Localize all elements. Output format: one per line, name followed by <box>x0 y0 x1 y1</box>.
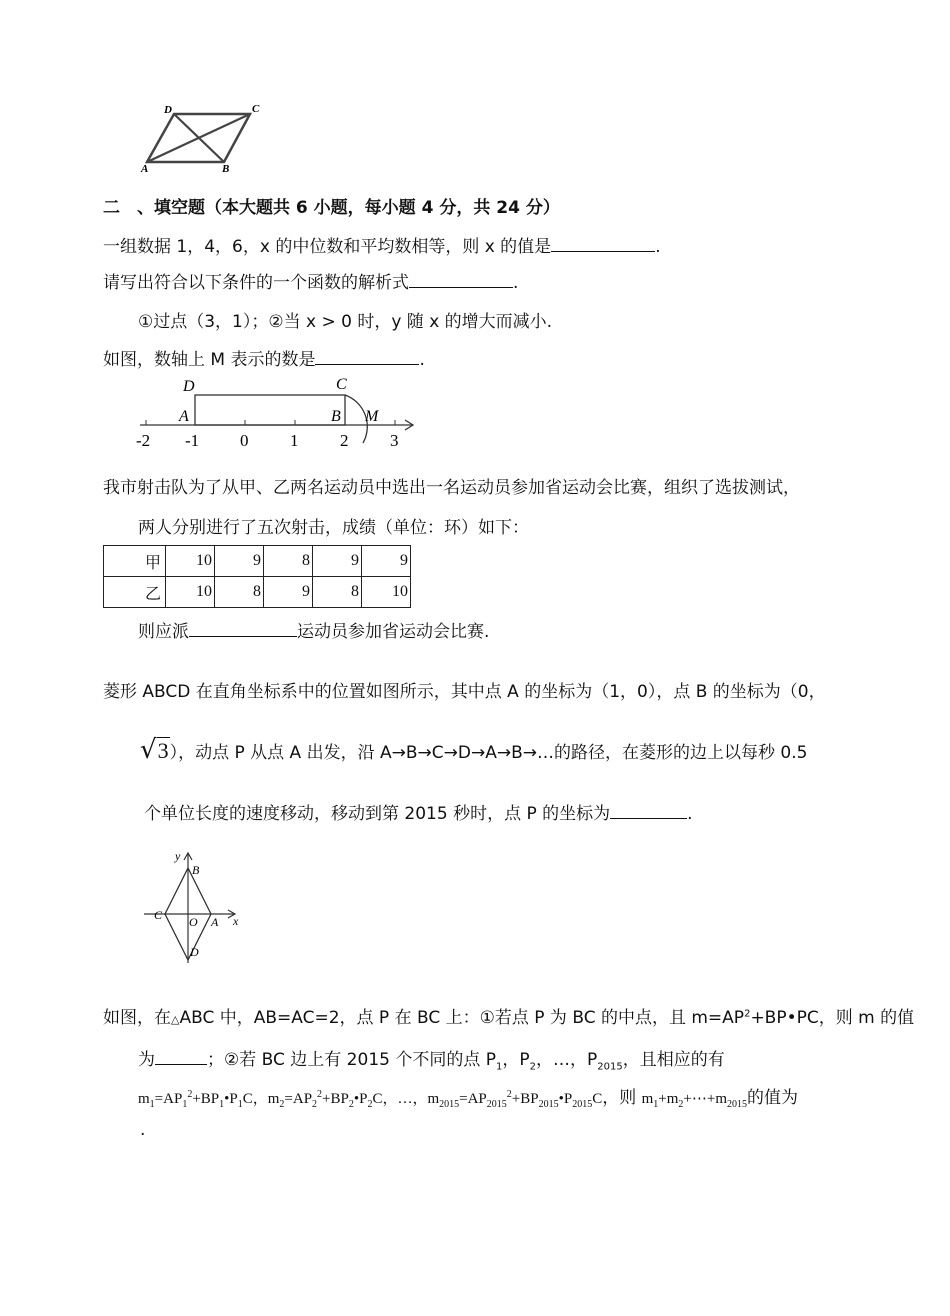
rectangle-ABCD <box>195 395 345 425</box>
tick-label-0: 0 <box>240 431 249 450</box>
table-row <box>104 546 411 577</box>
q5-line-2-text: ），动点 P 从点 A 出发，沿 A→B→C→D→A→B→…的路径，在菱形的边上以每秒 0.5 <box>169 743 808 763</box>
q6-line2-pre: 为 <box>138 1050 155 1070</box>
label-D: D <box>190 945 199 959</box>
q4-answer-blank[interactable] <box>189 619 297 637</box>
q4-answer-pre: 则应派 <box>138 622 189 642</box>
sub-2: 2 <box>529 1061 537 1073</box>
score-cell: 8 <box>313 577 362 608</box>
q5-line-3 <box>144 799 693 824</box>
sub-2015: 2015 <box>597 1061 623 1073</box>
q3-text: 如图，数轴上 M 表示的数是 <box>103 350 316 370</box>
tick-label-2: 2 <box>340 431 349 450</box>
tick-label-1: 1 <box>290 431 299 450</box>
question-3 <box>103 345 425 370</box>
q5-line-1: 菱形 ABCD 在直角坐标系中的位置如图所示，其中点 A 的坐标为（1，0），点 B 的坐标为（0， <box>103 682 826 702</box>
table-row <box>104 577 411 608</box>
label-C: C <box>154 908 163 922</box>
label-O: O <box>189 915 198 929</box>
q5-answer-blank[interactable] <box>610 801 687 819</box>
q5-line-3-text: 个单位长度的速度移动，移动到第 2015 秒时，点 P 的坐标为 <box>144 804 611 824</box>
question-2 <box>103 268 518 293</box>
sqrt-radicand: 3 <box>157 738 169 763</box>
q6-line2-end: ，且相应的有 <box>622 1050 725 1070</box>
q5-period: . <box>687 804 693 824</box>
label-x: x <box>233 914 239 928</box>
q2-answer-blank[interactable] <box>409 270 513 288</box>
athlete-name: 甲 <box>104 546 166 577</box>
q6-text-b: ABC 中，AB=AC=2，点 P 在 BC 上：①若点 P 为 BC 的中点，且 m=AP <box>179 1008 745 1028</box>
score-cell: 10 <box>166 577 215 608</box>
score-cell: 8 <box>215 577 264 608</box>
q6-line-4: . <box>140 1120 146 1140</box>
score-cell: 9 <box>264 577 313 608</box>
q6-answer-blank-1[interactable] <box>155 1047 207 1065</box>
q6-line-2 <box>138 1045 725 1072</box>
tick-label-neg2: -2 <box>136 431 151 450</box>
sup-2: 2 <box>744 1008 751 1020</box>
q4-line-1: 我市射击队为了从甲、乙两名运动员中选出一名运动员参加省运动会比赛，组织了选拔测试， <box>103 478 800 498</box>
question-1 <box>103 232 661 257</box>
score-cell: 10 <box>166 546 215 577</box>
label-A: A <box>211 915 219 929</box>
sub-1: 1 <box>496 1061 503 1073</box>
label-M: M <box>365 408 379 425</box>
label-B: B <box>192 863 200 877</box>
score-cell: 10 <box>362 577 411 608</box>
score-cell: 9 <box>215 546 264 577</box>
q2-condition: ①过点（3，1）；②当 x > 0 时，y 随 x 的增大而减小. <box>138 312 553 332</box>
score-cell: 9 <box>313 546 362 577</box>
q3-period: . <box>419 350 425 370</box>
label-D: D <box>183 378 195 395</box>
score-cell: 9 <box>362 546 411 577</box>
triangle-icon: △ <box>171 1013 180 1026</box>
q6-line2-text: ；②若 BC 边上有 2015 个不同的点 P <box>207 1050 497 1070</box>
q6-text-a: 如图，在 <box>103 1008 171 1028</box>
label-D: D <box>164 104 172 116</box>
q5-line-2 <box>140 735 807 765</box>
rhombus-figure <box>138 848 253 966</box>
numberline-figure <box>130 372 430 454</box>
parallelogram-figure <box>138 100 268 175</box>
tick-label-neg1: -1 <box>185 431 200 450</box>
q4-answer-post: 运动员参加省运动会比赛. <box>297 622 490 642</box>
q6-line-1 <box>103 1003 914 1028</box>
q2-text: 请写出符合以下条件的一个函数的解析式 <box>103 273 409 293</box>
label-C: C <box>252 103 260 115</box>
label-y: y <box>175 849 181 863</box>
sqrt-symbol: √ <box>140 735 157 765</box>
q4-answer-line <box>138 617 489 642</box>
q1-answer-blank[interactable] <box>551 234 655 252</box>
separator: ，P <box>502 1050 530 1070</box>
label-A: A <box>179 408 189 425</box>
scores-table <box>103 545 411 608</box>
athlete-name: 乙 <box>104 577 166 608</box>
score-cell: 8 <box>264 546 313 577</box>
ellipsis: ，…，P <box>536 1050 598 1070</box>
q1-period: . <box>655 237 661 257</box>
tick-label-3: 3 <box>390 431 399 450</box>
label-A: A <box>141 163 149 175</box>
label-B: B <box>331 408 341 425</box>
section-title: 二 、填空题（本大题共 6 小题，每小题 4 分，共 24 分） <box>103 198 560 218</box>
label-C: C <box>336 376 347 393</box>
label-B: B <box>222 163 230 175</box>
q4-line-2: 两人分别进行了五次射击，成绩（单位：环）如下： <box>138 518 529 538</box>
q6-text-c: +BP•PC，则 m 的值 <box>750 1008 915 1028</box>
q6-line-3: $m_1=AP_1^2+BP_1•P_1C$，$m_2=AP_2^2+BP_2•P_2C$，…，$m_{2015}=AP_{2015}^2+BP_{2015}•P_{2015}C$，则 $m_1+m_2+\cdots+m_{2015}$的值为 <box>138 1088 799 1110</box>
q1-text: 一组数据 1，4，6，x 的中位数和平均数相等，则 x 的值是 <box>103 237 552 257</box>
q2-period: . <box>513 273 519 293</box>
q3-answer-blank[interactable] <box>315 347 419 365</box>
